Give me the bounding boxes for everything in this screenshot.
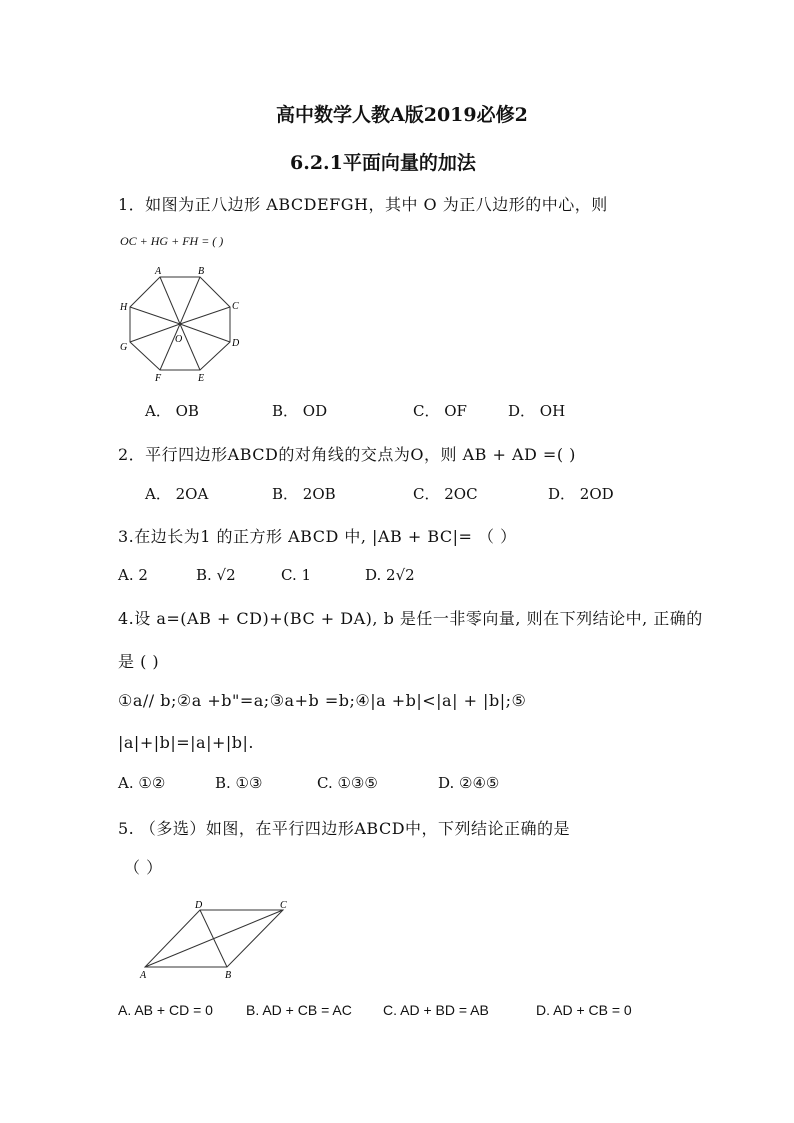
spoke <box>180 277 200 324</box>
diagonal-bd <box>200 910 227 967</box>
q4-option-c[interactable]: C. ①③⑤ <box>317 774 378 792</box>
vertex-label-c: C <box>232 301 239 312</box>
q5-option-c[interactable]: C. AD + BD = AB <box>383 1002 489 1018</box>
q2-option-c[interactable]: C． 2OC <box>413 485 478 503</box>
vertex-label-f: F <box>155 373 162 384</box>
q1-option-c[interactable]: C． OF <box>413 402 467 420</box>
q4-option-d[interactable]: D. ②④⑤ <box>438 774 500 792</box>
page-title: 高中数学人教A版2019必修2 <box>276 104 528 126</box>
vertex-label-b: B <box>198 266 205 277</box>
spoke <box>180 307 230 324</box>
vertex-label-e: E <box>198 373 205 384</box>
q4-option-a[interactable]: A. ①② <box>118 774 166 792</box>
q5-stem: 5. （多选）如图，在平行四边形ABCD中，下列结论正确的是 <box>118 819 571 838</box>
spoke <box>130 307 180 324</box>
vertex-label-c: C <box>280 900 287 911</box>
parallelogram-figure <box>115 895 310 980</box>
vertex-label-d: D <box>195 900 203 911</box>
q3-stem: 3.在边长为1 的正方形 ABCD 中, |AB + BC|= （ ） <box>118 527 517 546</box>
q1-option-d[interactable]: D． OH <box>508 402 566 420</box>
q1-option-a[interactable]: A． OB <box>145 402 199 420</box>
vertex-label-b: B <box>225 970 232 980</box>
section-title: 6.2.1平面向量的加法 <box>290 152 476 174</box>
vertex-label-h: H <box>120 302 128 313</box>
q4-stem-line3: ①a// b;②a +b"=a;③a+b =b;④|a +b|<|a| + |b|;⑤ <box>118 691 527 710</box>
q5-answer-paren: （ ） <box>124 858 163 877</box>
q2-option-a[interactable]: A． 2OA <box>145 485 209 503</box>
octagon-figure <box>115 262 245 387</box>
q5-option-b[interactable]: B. AD + CB = AC <box>246 1002 352 1018</box>
spoke <box>180 324 230 342</box>
q3-option-d[interactable]: D. 2√2 <box>365 566 415 584</box>
q1-stem: 1．如图为正八边形 ABCDEFGH，其中 O 为正八边形的中心，则 <box>118 195 608 214</box>
q1-expression: OC + HG + FH = ( ) <box>120 234 224 248</box>
q3-option-c[interactable]: C. 1 <box>281 566 312 584</box>
q4-stem-line2: 是 ( ) <box>118 652 160 671</box>
spoke <box>130 324 180 342</box>
q5-option-d[interactable]: D. AD + CB = 0 <box>536 1002 632 1018</box>
q5-option-a[interactable]: A. AB + CD = 0 <box>118 1002 213 1018</box>
vertex-label-g: G <box>120 342 128 353</box>
vertex-label-d: D <box>232 338 240 349</box>
q2-stem: 2．平行四边形ABCD的对角线的交点为O，则 AB + AD =( ) <box>118 445 576 464</box>
vertex-label-a: A <box>155 266 162 277</box>
q4-stem-line4: |a|+|b|=|a|+|b|. <box>118 733 254 752</box>
spoke <box>160 324 183 370</box>
q3-option-a[interactable]: A. 2 <box>118 566 148 584</box>
q2-option-d[interactable]: D． 2OD <box>548 485 614 503</box>
vertex-label-a: A <box>140 970 147 980</box>
q4-option-b[interactable]: B. ①③ <box>215 774 263 792</box>
q1-option-b[interactable]: B． OD <box>272 402 328 420</box>
spoke <box>180 324 200 370</box>
q3-option-b[interactable]: B. √2 <box>196 566 236 584</box>
q4-stem-line1: 4.设 a=(AB + CD)+(BC + DA), b 是任一非零向量, 则在下列结论中, 正确的 <box>118 609 703 628</box>
center-label-o: O <box>175 334 183 345</box>
spoke <box>160 277 180 324</box>
q2-option-b[interactable]: B． 2OB <box>272 485 336 503</box>
